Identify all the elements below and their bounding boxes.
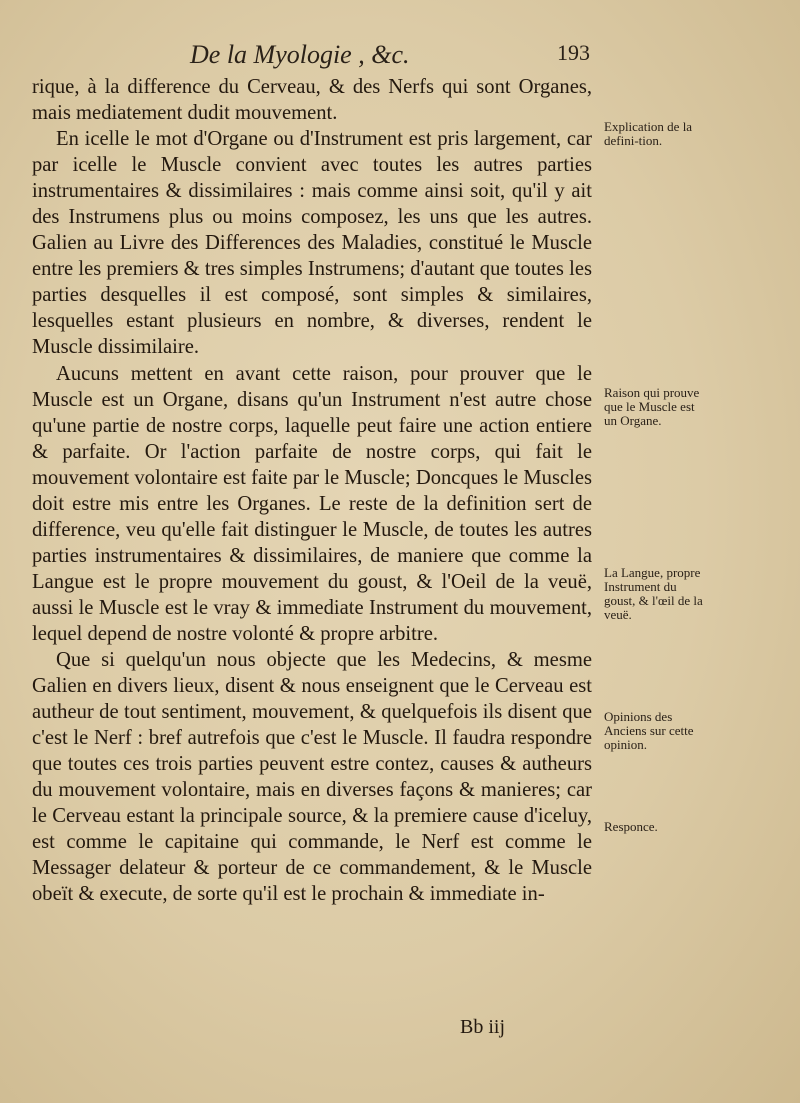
paragraph-4: Que si quelqu'un nous objecte que les Medecins, & mesme Galien en divers lieux, disent & nous enseignent que le Cerveau est autheur de tout sentiment, mouvement, & quelquefois ils disent que c'est le Nerf : bref autrefois que c'est le Muscle. Il faudra respondre que toutes ces trois parties peuvent estre contez, causes & autheurs du mouvement volontaire, mais en diverses façons & manieres; car le Cerveau estant la principale source, & la premiere cause d'iceluy, est comme le capitaine qui commande, le Nerf est comme le Messager delateur & porteur de ce commandement, & le Muscle obeït & execute, de sorte qu'il est le prochain & immediate in- (32, 649, 592, 906)
margin-note-explication: Explication de la defini-tion. (604, 119, 693, 148)
margin-note-responce: Responce. (604, 819, 658, 834)
signature-mark: Bb iij (460, 1016, 506, 1038)
page-number: 193 (557, 40, 590, 65)
margin-note-langue: La Langue, propre Instrument du goust, & l'œil de la veuë. (604, 565, 703, 622)
paragraph-3: Aucuns mettent en avant cette raison, pour prouver que le Muscle est un Organe, disans qu'un Instrument n'est autre chose qu'une partie de nostre corps, laquelle peut faire une action entiere & parfaite. Or l'action parfaite de nostre corps, qui fait le mouvement volontaire est faite par le Muscle; Doncques le Muscles doit estre mis entre les Organes. Le reste de la definition sert de difference, veu qu'elle fait distinguer le Muscle, de toutes les autres parties instrumentaires & dissimilaires, de maniere que comme la Langue est le propre mouvement du goust, & l'Oeil de la veuë, aussi le Muscle est le vray & immediate Instrument du mouvement, lequel depend de nostre volonté & propre arbitre. (32, 362, 592, 645)
running-header (190, 40, 590, 70)
paragraph-1: rique, à la difference du Cerveau, & des Nerfs qui sont Organes, mais mediatement dudit mouvement. (32, 76, 592, 125)
margin-note-raison: Raison qui prouve que le Muscle est un Organe. (604, 385, 700, 428)
main-text (32, 74, 592, 908)
running-title: De la Myologie , &c. (190, 40, 410, 69)
paragraph-2: En icelle le mot d'Organe ou d'Instrument est pris largement, car par icelle le Muscle convient avec toutes les autres parties instrumentaires & dissimilaires : mais comme ainsi soit, qu'il y ait des Instrumens plus ou moins composez, les uns que les autres. Galien au Livre des Differences des Maladies, constitué le Muscle entre les premiers & tres simples Instrumens; d'autant que toutes les parties desquelles il est composé, sont simples & similaires, lesquelles estant plusieurs en nombre, & diverses, rendent le Muscle dissimilaire. (32, 128, 592, 359)
margin-note-opinions: Opinions des Anciens sur cette opinion. (604, 709, 694, 752)
